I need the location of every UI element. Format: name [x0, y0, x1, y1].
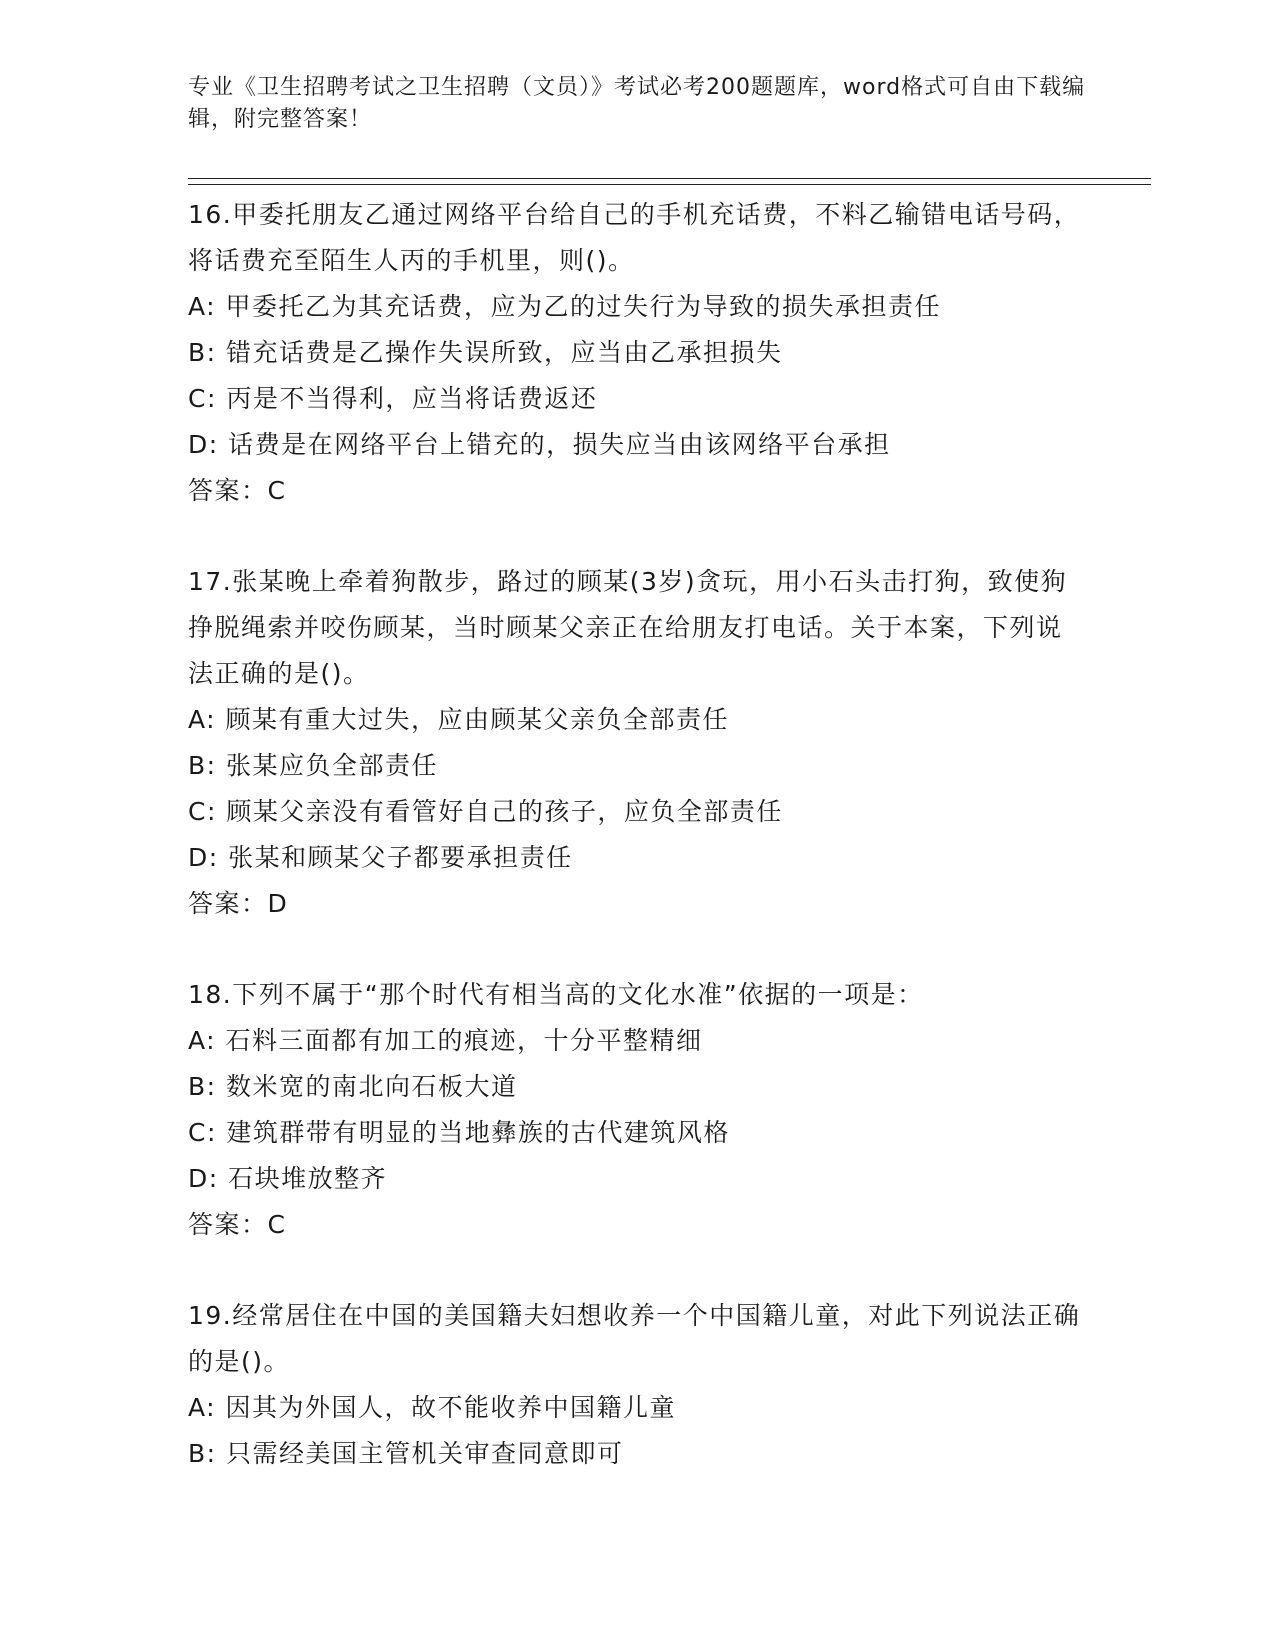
document-header	[188, 72, 1088, 136]
option-d: D: 石块堆放整齐	[188, 1164, 388, 1193]
header-divider-top	[188, 178, 1151, 179]
answer-line: 答案：C	[188, 476, 287, 505]
header-text: 专业《卫生招聘考试之卫生招聘（文员）》考试必考200题题库，word格式可自由下载编辑，附完整答案！	[188, 75, 1086, 132]
question-18	[188, 972, 1088, 1248]
question-19	[188, 1293, 1088, 1477]
option-c: C: 丙是不当得利，应当将话费返还	[188, 384, 598, 413]
option-b: B: 数米宽的南北向石板大道	[188, 1072, 518, 1101]
question-17	[188, 559, 1088, 927]
option-a: A: 顾某有重大过失，应由顾某父亲负全部责任	[188, 705, 730, 734]
option-d: D: 张某和顾某父子都要承担责任	[188, 843, 573, 872]
option-a: A: 石料三面都有加工的痕迹，十分平整精细	[188, 1026, 703, 1055]
option-d: D: 话费是在网络平台上错充的，损失应当由该网络平台承担	[188, 430, 891, 459]
question-stem: 17.张某晚上牵着狗散步，路过的顾某(3岁)贪玩，用小石头击打狗，致使狗挣脱绳索并咬伤顾某，当时顾某父亲正在给朋友打电话。关于本案，下列说法正确的是()。	[188, 567, 1068, 688]
option-a: A: 甲委托乙为其充话费，应为乙的过失行为导致的损失承担责任	[188, 292, 942, 321]
option-a: A: 因其为外国人，故不能收养中国籍儿童	[188, 1393, 677, 1422]
question-16	[188, 192, 1088, 514]
option-b: B: 张某应负全部责任	[188, 751, 439, 780]
question-list	[188, 192, 1088, 1522]
option-b: B: 错充话费是乙操作失误所致，应当由乙承担损失	[188, 338, 783, 367]
option-c: C: 建筑群带有明显的当地彝族的古代建筑风格	[188, 1118, 730, 1147]
question-stem: 18.下列不属于“那个时代有相当高的文化水准”依据的一项是：	[188, 980, 924, 1009]
question-stem: 19.经常居住在中国的美国籍夫妇想收养一个中国籍儿童，对此下列说法正确的是()。	[188, 1301, 1081, 1376]
answer-line: 答案：D	[188, 889, 289, 918]
answer-line: 答案：C	[188, 1210, 287, 1239]
question-stem: 16.甲委托朋友乙通过网络平台给自己的手机充话费，不料乙输错电话号码，将话费充至陌生人丙的手机里，则()。	[188, 200, 1081, 275]
header-divider-bottom	[188, 184, 1151, 185]
option-b: B: 只需经美国主管机关审查同意即可	[188, 1439, 624, 1468]
option-c: C: 顾某父亲没有看管好自己的孩子，应负全部责任	[188, 797, 783, 826]
